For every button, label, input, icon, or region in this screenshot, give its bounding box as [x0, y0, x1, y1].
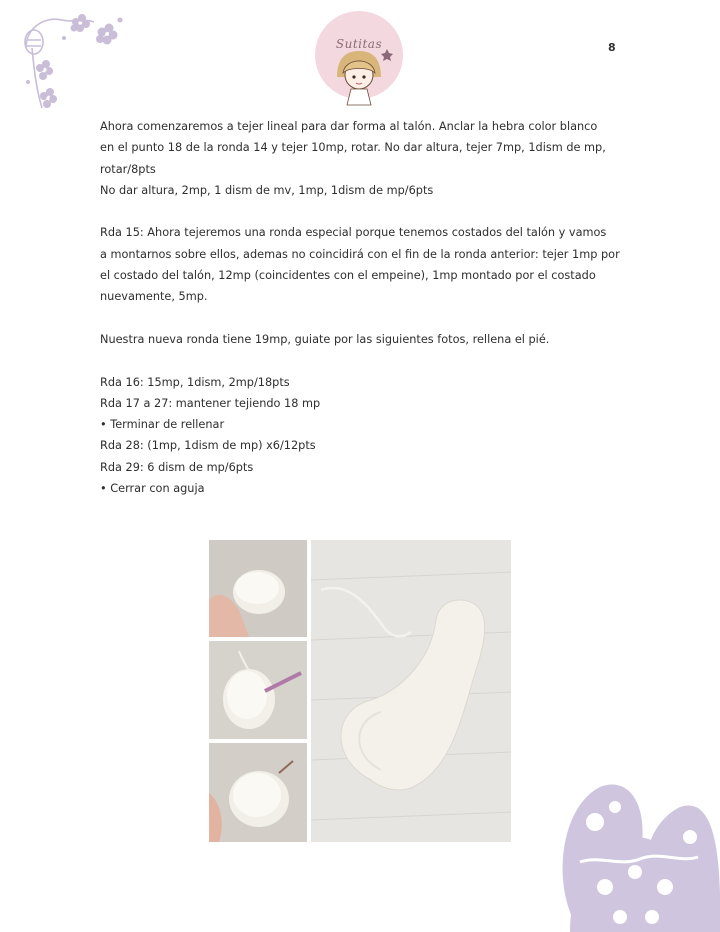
paragraph-line: Nuestra nueva ronda tiene 19mp, guiate por las siguientes fotos, rellena el pié.	[100, 332, 550, 346]
paragraph-line: en el punto 18 de la ronda 14 y tejer 10mp, rotar. No dar altura, tejer 7mp, 1dism de mp,	[100, 141, 606, 155]
paragraph-line: el costado del talón, 12mp (coincidentes con el empeine), 1mp montado por el costado	[100, 269, 596, 283]
pattern-instructions	[100, 116, 634, 499]
row-instruction: Rda 29: 6 dism de mp/6pts	[100, 460, 254, 474]
row-instruction: • Cerrar con aguja	[100, 482, 205, 496]
paragraph-line: a montarnos sobre ellos, ademas no coincidirá con el fin de la ronda anterior: tejer 1mp por	[100, 247, 620, 261]
logo-text: Sutitas	[335, 37, 383, 51]
photo-collage	[209, 540, 511, 842]
photo-foot-with-hook	[209, 641, 307, 739]
photo-stuffed-foot-in-hand	[209, 540, 307, 637]
floral-ornament-icon	[14, 8, 144, 118]
page-number: 8	[608, 41, 616, 54]
easter-egg-ornament-icon	[540, 767, 720, 932]
row-instruction: Rda 16: 15mp, 1dism, 2mp/18pts	[100, 375, 290, 389]
photo-finished-leg	[311, 540, 511, 842]
brand-logo	[313, 9, 405, 109]
row-instruction: • Terminar de rellenar	[100, 418, 225, 432]
photo-foot-closing	[209, 743, 307, 842]
paragraph-line: Rda 15: Ahora tejeremos una ronda especial porque tenemos costados del talón y vamos	[100, 226, 607, 240]
paragraph-line: No dar altura, 2mp, 1 dism de mv, 1mp, 1dism de mp/6pts	[100, 183, 434, 197]
paragraph-line: rotar/8pts	[100, 162, 156, 176]
paragraph-line: Ahora comenzaremos a tejer lineal para dar forma al talón. Anclar la hebra color blanco	[100, 120, 598, 133]
paragraph-line: nuevamente, 5mp.	[100, 290, 208, 304]
row-instruction: Rda 28: (1mp, 1dism de mp) x6/12pts	[100, 439, 316, 453]
row-instruction: Rda 17 a 27: mantener tejiendo 18 mp	[100, 396, 321, 410]
